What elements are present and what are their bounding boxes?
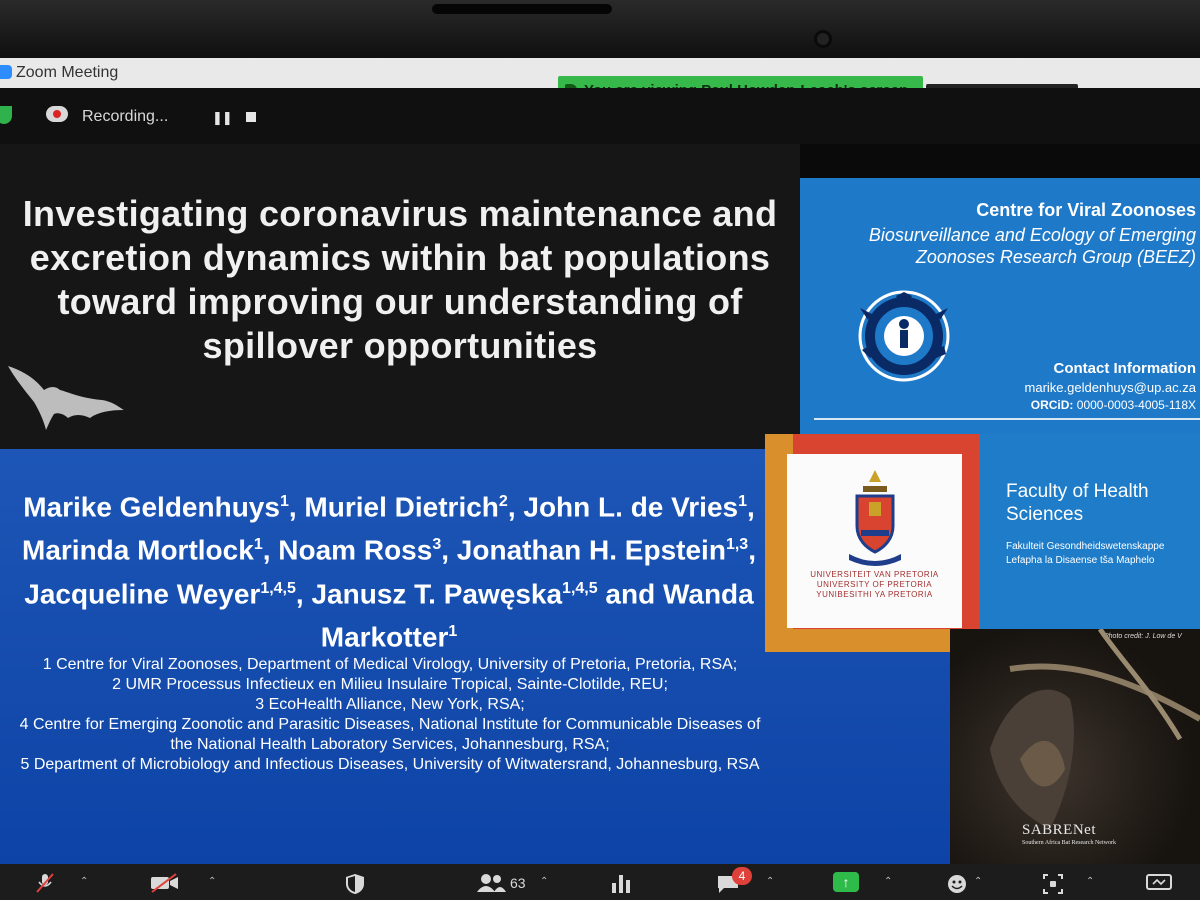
webcam	[814, 30, 832, 48]
affiliation-item: 1 Centre for Viral Zoonoses, Department of Medical Virology, University of Pretoria, Pretoria, RSA;	[42, 656, 738, 673]
reactions-button[interactable]	[946, 873, 968, 900]
affiliation-item: 3 EcoHealth Alliance, New York, RSA;	[255, 696, 525, 713]
author-name: Wanda Markotter	[320, 577, 754, 653]
centre-info-panel	[800, 178, 1200, 448]
author-separator: ,	[295, 577, 312, 609]
university-crest-icon	[847, 468, 903, 568]
author-name: Jacqueline Weyer	[24, 577, 261, 609]
author-affiliation-marker: 1,4,5	[562, 579, 598, 597]
video-options-chevron-icon[interactable]: ⌃	[208, 876, 217, 887]
participants-count: 63	[510, 875, 526, 891]
author-separator: and	[597, 577, 663, 609]
university-logo	[787, 454, 962, 628]
author-affiliation-marker: 1	[738, 493, 748, 510]
author-separator: ,	[507, 491, 524, 523]
audio-options-chevron-icon[interactable]: ⌃	[80, 876, 89, 887]
faculty-panel	[980, 434, 1200, 629]
participants-chevron-icon[interactable]: ⌃	[540, 876, 549, 887]
zoom-app-icon	[0, 65, 12, 79]
university-logo-frame	[765, 434, 980, 652]
security-button[interactable]	[344, 873, 366, 900]
chat-chevron-icon[interactable]: ⌃	[766, 876, 775, 887]
participants-icon	[476, 873, 506, 893]
orcid-label: ORCiD:	[1030, 398, 1074, 412]
start-video-button[interactable]	[150, 873, 180, 898]
video-off-icon	[150, 873, 180, 893]
recording-bar	[0, 88, 1200, 144]
beez-biohazard-logo-icon	[856, 288, 952, 384]
author-separator: ,	[262, 534, 279, 566]
polls-button[interactable]	[610, 873, 632, 898]
centre-subtitle: Biosurveillance and Ecology of Emerging Zoonoses Research Group (BEEZ)	[868, 225, 1196, 267]
muted-mic-icon	[36, 873, 54, 893]
author-affiliation-marker: 1	[279, 493, 289, 510]
university-name-nso: YUNIBESITHI YA PRETORIA	[816, 590, 933, 599]
author-separator: ,	[748, 534, 756, 566]
security-shield-icon	[344, 873, 366, 895]
participants-button[interactable]	[476, 873, 526, 898]
university-name-en: UNIVERSITY OF PRETORIA	[816, 580, 933, 589]
university-name	[787, 570, 962, 600]
bat-photo	[950, 629, 1200, 864]
author-name: Marinda Mortlock	[22, 534, 254, 566]
author-name: Noam Ross	[278, 534, 433, 566]
centre-title: Centre for Viral Zoonoses	[976, 200, 1196, 220]
author-separator: ,	[747, 491, 755, 523]
apps-button[interactable]	[1042, 873, 1064, 900]
security-shield-icon	[0, 106, 12, 124]
sabrenet-logo-subtitle: Southern Africa Bat Research Network	[1022, 840, 1116, 846]
affiliation-item: 2 UMR Processus Infectieux en Milieu Insulaire Tropical, Sainte-Clotilde, REU;	[112, 676, 668, 693]
whiteboard-icon	[1146, 873, 1172, 893]
slide-title: Investigating coronavirus maintenance and excretion dynamics within bat populations toward improving our understanding of spillover opportunities	[22, 193, 778, 366]
orcid-value: 0000-0003-4005-118X	[1076, 398, 1196, 412]
contact-email: marike.geldenhuys@up.ac.za	[1024, 380, 1196, 395]
author-name: Muriel Dietrich	[304, 491, 499, 523]
stop-recording-button[interactable]	[246, 112, 256, 122]
cloud-recording-icon	[46, 106, 68, 122]
bezel-notch	[432, 4, 612, 14]
chat-unread-badge: 4	[732, 867, 752, 885]
laptop-bezel	[0, 0, 1200, 62]
emoji-reaction-icon	[946, 873, 968, 895]
contact-heading: Contact Information	[1053, 360, 1196, 377]
university-name-af: UNIVERSITEIT VAN PRETORIA	[810, 570, 939, 579]
window-title: Zoom Meeting	[16, 64, 119, 81]
mute-microphone-button[interactable]	[36, 873, 54, 898]
shared-screen-slide	[0, 144, 1200, 864]
author-affiliation-marker: 2	[498, 493, 508, 510]
affiliation-list	[8, 655, 772, 775]
author-affiliation-marker: 1,3	[725, 536, 749, 554]
share-chevron-icon[interactable]: ⌃	[884, 876, 893, 887]
faculty-subtitles	[1006, 540, 1164, 568]
photo-credit: Photo credit: J. Low de V	[1104, 633, 1182, 640]
slide-title-area	[0, 144, 800, 449]
apps-grid-icon	[1042, 873, 1064, 895]
contact-orcid	[1031, 398, 1196, 412]
meeting-toolbar	[0, 864, 1200, 900]
author-list	[14, 483, 764, 656]
author-affiliation-marker: 1	[253, 536, 263, 554]
author-affiliation-marker: 1,4,5	[260, 579, 296, 597]
faculty-sub-af: Fakulteit Gesondheidswetenskappe	[1006, 541, 1165, 552]
affiliation-item: 4 Centre for Emerging Zoonotic and Parasitic Diseases, National Institute for Communicable Diseases of the National Health Laboratory Services, Johannesburg, RSA;	[19, 716, 761, 753]
author-name: Marike Geldenhuys	[23, 491, 280, 523]
author-affiliation-marker: 1	[448, 622, 458, 640]
author-separator: ,	[441, 534, 457, 566]
bat-silhouette-icon	[6, 362, 126, 432]
faculty-sub-nso: Lefapha la Disaense tša Maphelo	[1006, 555, 1155, 566]
author-name: John L. de Vries	[523, 491, 739, 523]
apps-chevron-icon[interactable]: ⌃	[1086, 876, 1095, 887]
author-name: Janusz T. Pawęska	[311, 577, 563, 609]
sabrenet-logo-text: SABRENet	[1022, 822, 1097, 838]
share-screen-button[interactable]: ↑	[833, 872, 859, 892]
sabrenet-logo	[1022, 814, 1116, 846]
bar-chart-icon	[610, 873, 632, 893]
author-name: Jonathan H. Epstein	[456, 534, 726, 566]
author-affiliation-marker: 3	[432, 536, 442, 554]
panel-divider	[814, 418, 1200, 420]
whiteboard-button[interactable]	[1146, 873, 1172, 898]
author-separator: ,	[288, 491, 305, 523]
affiliation-item: 5 Department of Microbiology and Infectious Diseases, University of Witwatersrand, Johannesburg, RSA	[20, 756, 760, 773]
pause-recording-button[interactable]: ❚❚	[212, 110, 232, 125]
reactions-chevron-icon[interactable]: ⌃	[974, 876, 983, 887]
faculty-title: Faculty of Health Sciences	[1006, 481, 1149, 525]
recording-status: Recording...	[82, 108, 169, 125]
